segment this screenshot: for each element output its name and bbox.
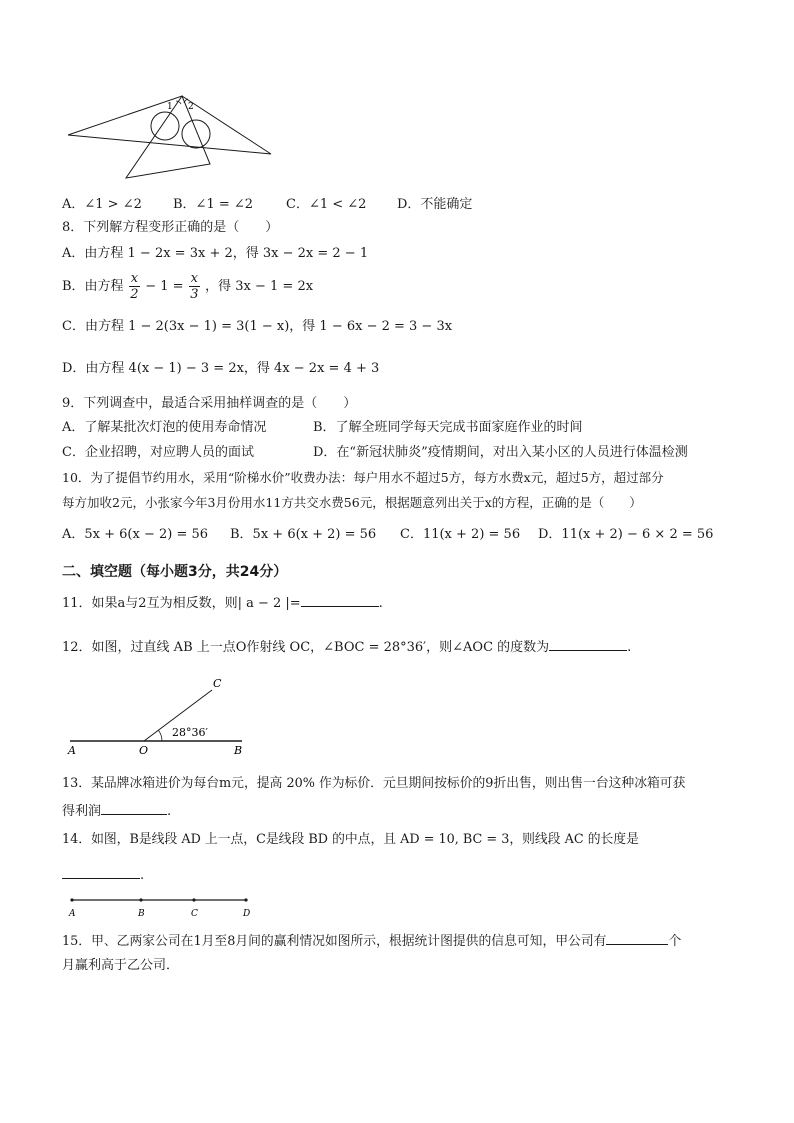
q9-option-c: C．企业招聘，对应聘人员的面试	[62, 445, 254, 460]
label-a: A	[68, 744, 76, 757]
q8-option-b	[62, 270, 313, 304]
section-title: 二、填空题（每小题3分，共24分）	[62, 564, 288, 580]
q12-figure	[62, 674, 262, 760]
label-a: A	[69, 909, 76, 919]
label-b: B	[234, 744, 243, 757]
q9-option-d: D．在“新冠状肺炎”疫情期间，对出入某小区的人员进行体温检测	[313, 445, 688, 460]
angle-arc	[158, 730, 162, 741]
fraction-x-over-2: $\frac{x}{2}$	[130, 271, 139, 302]
point-a	[70, 898, 73, 901]
q14-line-1: 14．如图，B是线段 AD 上一点，C是线段 BD 的中点，且 AD = 10, BC = 3，则线段 AC 的长度是	[62, 832, 639, 847]
q11-answer-blank[interactable]	[301, 592, 379, 607]
q8-option-b-mid: − 1 =	[145, 279, 184, 294]
q15-line-1	[62, 930, 681, 952]
label-angle: 28°36′	[172, 726, 208, 739]
q15-line-2: 月赢利高于乙公司．	[62, 958, 180, 973]
q13-line-2	[62, 800, 171, 822]
q11-end: .	[378, 596, 383, 611]
q7-option-b: B．∠1 = ∠2	[173, 197, 254, 212]
q11-text: 11．如果a与2互为相反数，则| a − 2 |=	[62, 596, 301, 611]
q7-option-a: A．∠1 > ∠2	[62, 197, 142, 212]
q7-option-c: C．∠1 < ∠2	[286, 197, 367, 212]
q13-text-2: 得利润	[62, 804, 102, 819]
q7-figure	[60, 88, 280, 180]
q8-option-a: A．由方程 1 − 2x = 3x + 2，得 3x − 2x = 2 − 1	[62, 246, 369, 261]
q8-option-b-prefix: B．由方程	[62, 279, 124, 294]
label-c: C	[213, 677, 222, 690]
q8-option-b-suffix: ，得 3x − 1 = 2x	[205, 279, 314, 294]
q9-stem: 9．下列调查中，最适合采用抽样调查的是（ ）	[62, 396, 357, 411]
q10-line-1: 10．为了提倡节约用水，采用“阶梯水价”收费办法：每户用水不超过5方，每方水费x元，超过5方，超过部分	[62, 470, 664, 485]
q15-text-1-end: 个	[668, 934, 682, 949]
q13-end: .	[167, 804, 172, 819]
circle-right	[182, 120, 210, 148]
q8-option-c: C．由方程 1 − 2(3x − 1) = 3(1 − x)，得 1 − 6x − 2 = 3 − 3x	[62, 319, 453, 334]
q14-figure	[62, 892, 262, 922]
circle-left	[151, 112, 179, 140]
label-b: B	[138, 909, 145, 919]
q10-option-b: B．5x + 6(x + 2) = 56	[230, 527, 377, 542]
fraction-x-over-3: $\frac{x}{3}$	[190, 271, 199, 302]
q9-option-a: A．了解某批次灯泡的使用寿命情况	[62, 420, 267, 435]
point-c	[192, 898, 195, 901]
q12-end: .	[627, 640, 632, 655]
point-b	[139, 898, 142, 901]
label-d: D	[243, 909, 251, 919]
point-d	[244, 898, 247, 901]
q10-option-a: A．5x + 6(x − 2) = 56	[62, 527, 209, 542]
angle-label-1: 1	[167, 102, 173, 112]
q14-line-2	[62, 864, 144, 886]
q10-option-d: D．11(x + 2) − 6 × 2 = 56	[538, 527, 714, 542]
label-o: O	[139, 744, 149, 757]
q12-text: 12．如图，过直线 AB 上一点O作射线 OC，∠BOC = 28°36′，则∠AOC 的度数为	[62, 640, 550, 655]
q13-line-1: 13．某品牌冰箱进价为每台m元，提高 20% 作为标价．元旦期间按标价的9折出售，则出售一台这种冰箱可获	[62, 776, 686, 791]
q8-option-d: D．由方程 4(x − 1) − 3 = 2x，得 4x − 2x = 4 + 3	[62, 361, 380, 376]
q15-text-1: 15．甲、乙两家公司在1月至8月间的赢利情况如图所示，根据统计图提供的信息可知，甲公司有	[62, 934, 607, 949]
q7-option-d: D．不能确定	[397, 197, 473, 212]
angle-label-2: 2	[188, 102, 194, 112]
label-c: C	[191, 909, 198, 919]
q10-line-2: 每方加收2元，小张家今年3月份用水11方共交水费56元，根据题意列出关于x的方程，正确的是（ ）	[62, 495, 642, 510]
q12-answer-blank[interactable]	[549, 636, 627, 651]
q14-answer-blank[interactable]	[62, 864, 140, 879]
q11-stem	[62, 592, 383, 614]
q15-answer-blank[interactable]	[606, 930, 668, 945]
q14-end: .	[140, 868, 145, 883]
q9-option-b: B．了解全班同学每天完成书面家庭作业的时间	[313, 420, 583, 435]
q12-stem	[62, 636, 631, 658]
q13-answer-blank[interactable]	[101, 800, 167, 815]
q8-stem: 8．下列解方程变形正确的是（ ）	[62, 220, 279, 235]
q10-option-c: C．11(x + 2) = 56	[400, 527, 521, 542]
